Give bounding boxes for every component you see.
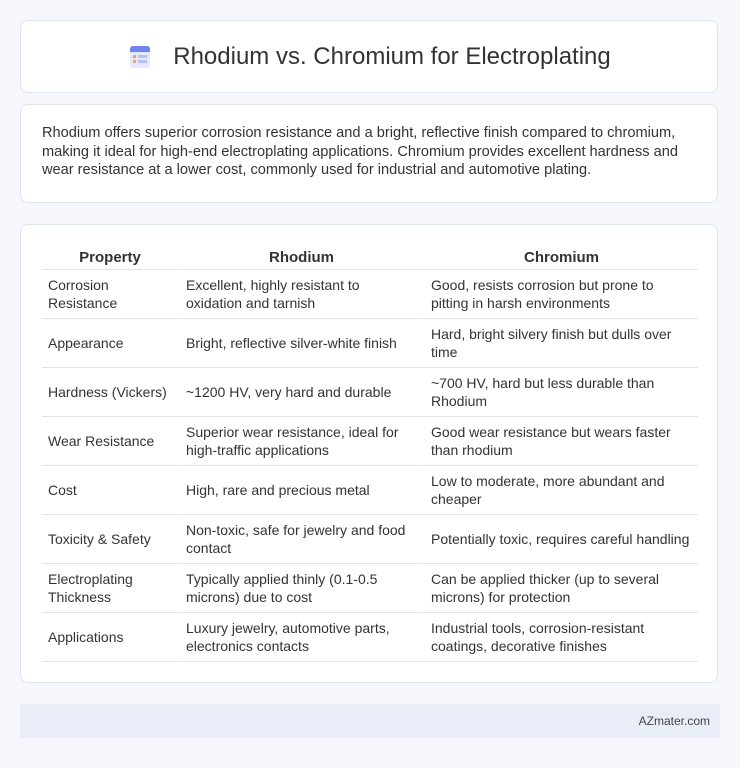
table-row <box>42 466 698 515</box>
table-header-row <box>42 245 698 270</box>
property-cell: Appearance <box>42 319 178 368</box>
footer-brand: AZmater.com <box>638 714 710 728</box>
property-cell: Wear Resistance <box>42 417 178 466</box>
chromium-cell: Good, resists corrosion but prone to pitting in harsh environments <box>423 270 698 319</box>
chromium-cell: Industrial tools, corrosion-resistant coatings, decorative finishes <box>423 613 698 662</box>
header-rhodium: Rhodium <box>178 245 423 270</box>
rhodium-cell: Superior wear resistance, ideal for high-traffic applications <box>178 417 423 466</box>
chromium-cell: Potentially toxic, requires careful handling <box>423 515 698 564</box>
intro-card <box>20 104 718 203</box>
footer <box>20 704 720 738</box>
header-property: Property <box>42 245 178 270</box>
rhodium-cell: Non-toxic, safe for jewelry and food contact <box>178 515 423 564</box>
table-row <box>42 515 698 564</box>
rhodium-cell: Excellent, highly resistant to oxidation and tarnish <box>178 270 423 319</box>
table-row <box>42 270 698 319</box>
page-title: Rhodium vs. Chromium for Electroplating <box>173 42 611 70</box>
chromium-cell: Good wear resistance but wears faster than rhodium <box>423 417 698 466</box>
comparison-card <box>20 224 718 683</box>
chromium-cell: ~700 HV, hard but less durable than Rhodium <box>423 368 698 417</box>
property-cell: Cost <box>42 466 178 515</box>
rhodium-cell: ~1200 HV, very hard and durable <box>178 368 423 417</box>
title-card <box>20 20 718 93</box>
property-cell: Hardness (Vickers) <box>42 368 178 417</box>
table-row <box>42 368 698 417</box>
table-row <box>42 564 698 613</box>
property-cell: Toxicity & Safety <box>42 515 178 564</box>
rhodium-cell: Typically applied thinly (0.1-0.5 microns) due to cost <box>178 564 423 613</box>
rhodium-cell: High, rare and precious metal <box>178 466 423 515</box>
header-chromium: Chromium <box>423 245 698 270</box>
chromium-cell: Hard, bright silvery finish but dulls over time <box>423 319 698 368</box>
property-cell: Corrosion Resistance <box>42 270 178 319</box>
property-cell: Applications <box>42 613 178 662</box>
property-cell: Electroplating Thickness <box>42 564 178 613</box>
intro-text: Rhodium offers superior corrosion resistance and a bright, reflective finish compared to chromium, making it ideal for high-end electroplating applications. Chromium provides excellent hardness and wear resistance at a lower cost, commonly used for industrial and automotive plating. <box>42 125 678 179</box>
table-row <box>42 319 698 368</box>
chromium-cell: Can be applied thicker (up to several microns) for protection <box>423 564 698 613</box>
comparison-table <box>42 245 698 662</box>
table-row <box>42 417 698 466</box>
document-icon <box>127 44 153 70</box>
table-row <box>42 613 698 662</box>
chromium-cell: Low to moderate, more abundant and cheaper <box>423 466 698 515</box>
rhodium-cell: Luxury jewelry, automotive parts, electronics contacts <box>178 613 423 662</box>
rhodium-cell: Bright, reflective silver-white finish <box>178 319 423 368</box>
